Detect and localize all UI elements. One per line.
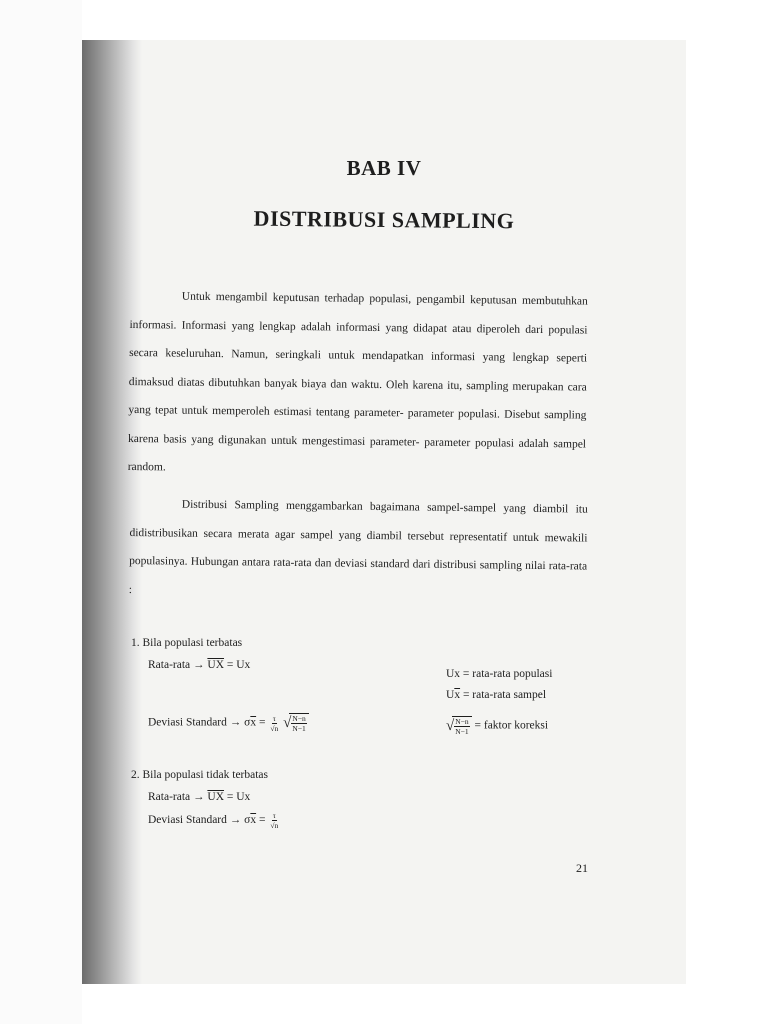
- case2-sd-fraction: [269, 811, 279, 830]
- case1-mean-rhs: = Ux: [226, 659, 251, 671]
- page-number: 21: [576, 861, 588, 875]
- case1-corr-den: N−1: [292, 724, 306, 733]
- case2-mean-formula: [148, 791, 250, 803]
- case2-sd-formula: [148, 811, 280, 830]
- legend-ux-bar-prefix: U: [446, 689, 455, 701]
- case2-mean-lhs: $\overline{UX}$: [207, 791, 225, 803]
- scan-margin: [686, 0, 768, 1024]
- legend-ux: Ux = rata-rata populasi: [446, 668, 553, 680]
- case2-sd-frac-den: √n: [270, 821, 279, 830]
- chapter-title: DISTRIBUSI SAMPLING: [253, 205, 515, 234]
- case1-sd-frac-den: √n: [270, 723, 279, 733]
- paragraph-distribution: Distribusi Sampling menggambarkan bagaimana sampel-sampel yang diambil itu didistribusikan secara merata agar sampel yang diambil tersebut representatif untuk mewakili populasinya. Hubungan antara rata-rata dan deviasi standard dari distribusi sampling nilai rata-rata :: [128, 498, 588, 596]
- case1-mean-lhs: $\overline{UX}$: [207, 659, 225, 671]
- case2-sd-x: $\overline{x}$: [250, 814, 257, 827]
- legend-factor-fraction: [452, 716, 471, 736]
- case1-sd-eq: =: [258, 716, 266, 729]
- case1-sd-fraction: [269, 714, 279, 733]
- legend-ux-bar-x: $\overline{x}$: [454, 689, 461, 701]
- case1-sd-formula: [148, 713, 309, 733]
- chapter-label: BAB IV: [346, 156, 422, 180]
- legend-ux-bar: [446, 689, 546, 701]
- paragraph-intro: Untuk mengambil keputusan terhadap populasi, pengambil keputusan membutuhkan informasi. Informasi yang lengkap adalah informasi yang didapat atau diperoleh dari populasi secara keseluruhan. Namun, seringkali untuk mendapatkan informasi yang lengkap seperti dimaksud diatas dibutuhkan banyak biaya dan waktu. Oleh karena itu, sampling merupakan cara yang tepat untuk memperoleh estimasi tentang parameter- parameter populasi. Disebut sampling karena basis yang digunakan untuk mengestimasi parameter- parameter populasi adalah sampel random.: [127, 290, 588, 474]
- case1-corr-num: N−n: [292, 714, 306, 723]
- case2-mean-label: Rata-rata →: [148, 791, 205, 803]
- sqrt-icon: √: [446, 717, 455, 734]
- case1-heading: 1. Bila populasi terbatas: [131, 637, 243, 649]
- legend-factor: [446, 716, 548, 736]
- case1-sd-frac-num: τ: [272, 713, 276, 723]
- scan-background: [0, 0, 82, 1024]
- case1-sd-label: Deviasi Standard → σ: [148, 716, 251, 729]
- case2-heading: 2. Bila populasi tidak terbatas: [131, 769, 269, 781]
- legend-factor-num: N−n: [455, 717, 469, 726]
- case2-sd-label: Deviasi Standard → σ: [148, 814, 251, 827]
- case1-mean-formula: [148, 659, 250, 671]
- legend-ux-bar-suffix: = rata-rata sampel: [460, 689, 547, 701]
- legend-factor-label: = faktor koreksi: [474, 719, 549, 732]
- case1-correction-fraction: [289, 713, 308, 733]
- case1-mean-label: Rata-rata →: [148, 659, 205, 671]
- sqrt-icon: √: [283, 714, 292, 731]
- case2-mean-rhs: = Ux: [226, 791, 251, 803]
- case2-sd-frac-num: τ: [272, 811, 276, 820]
- case1-sd-x: $\overline{x}$: [250, 716, 257, 729]
- case2-sd-eq: =: [258, 814, 266, 827]
- legend-factor-den: N−1: [455, 727, 469, 736]
